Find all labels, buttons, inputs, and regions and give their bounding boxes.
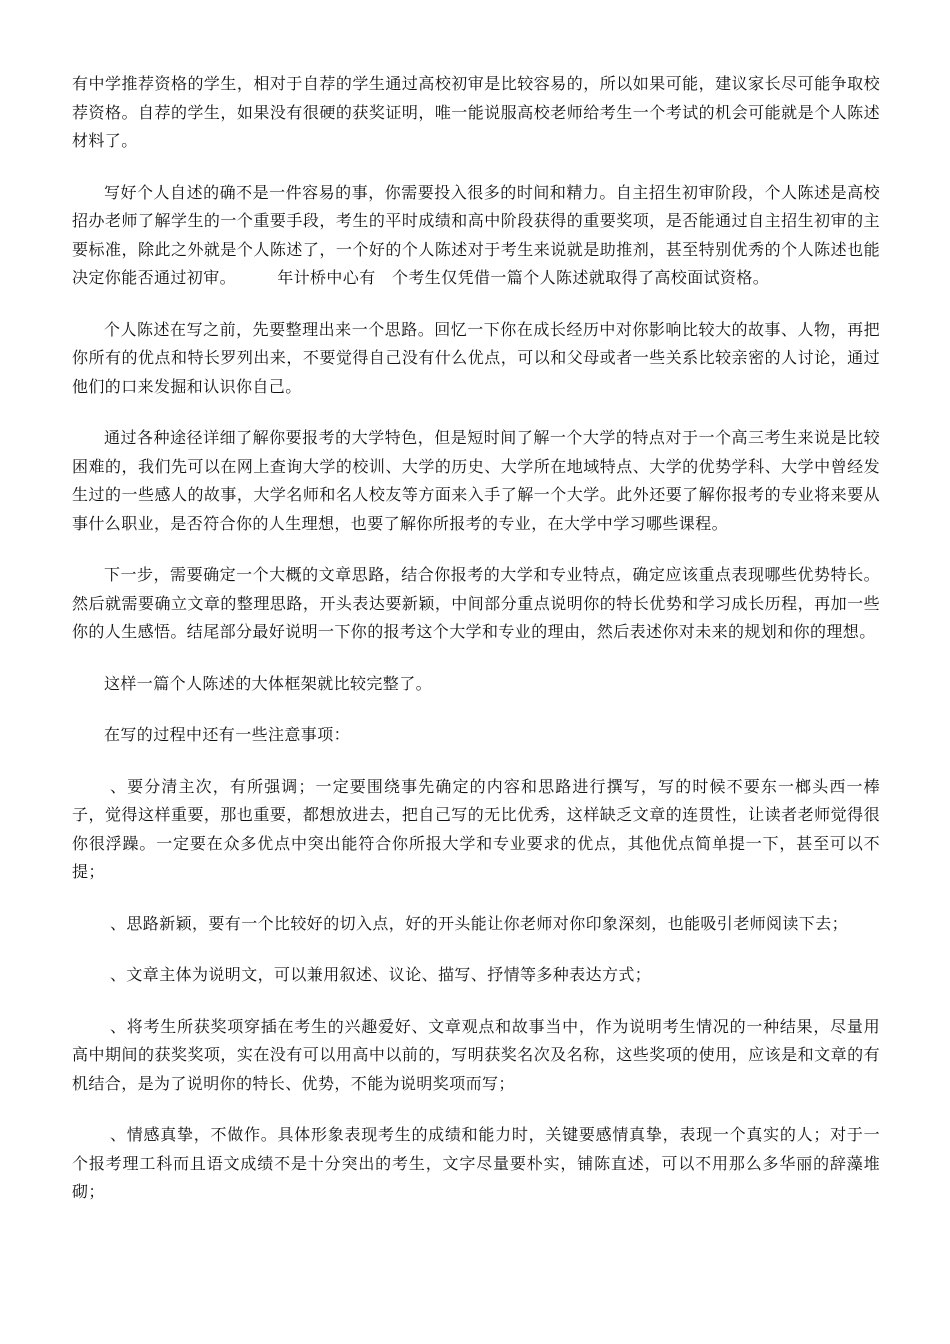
- paragraph-framework-complete: 这样一篇个人陈述的大体框架就比较完整了。: [104, 673, 433, 693]
- list-item-novel-approach: 、思路新颖，要有一个比较好的切入点，好的开头能让你老师对你印象深刻，也能吸引老师阅读下去；: [110, 913, 849, 933]
- list-item-expository-style: 、文章主体为说明文，可以兼用叙述、议论、描写、抒情等多种表达方式；: [110, 965, 652, 984]
- list-item-sincere-emotion: 、情感真挚，不做作。具体形象表现考生的成绩和能力时，关键要感情真挚，表现一个真实的人；对于一个报考理工科而且语文成绩不是十分突出的考生，文字尽量要朴实，铺陈直述，可以不用那么多华丽的辞藻堆砌；: [72, 1125, 880, 1201]
- paragraph-organize-ideas: 个人陈述在写之前，先要整理出来一个思路。回忆一下你在成长经历中对你影响比较大的故事、人物，再把你所有的优点和特长罗列出来，不要觉得自己没有什么优点，可以和父母或者一些关系比较亲密的人讨论，通过他们的口来发掘和认识你自己。: [72, 319, 880, 396]
- paragraph-writing-difficulty: 写好个人自述的确不是一件容易的事，你需要投入很多的时间和精力。自主招生初审阶段，个人陈述是高校招办老师了解学生的一个重要手段，考生的平时成绩和高中阶段获得的重要奖项，是否能通过自主招生初审的主要标准，除此之外就是个人陈述了，一个好的个人陈述对于考生来说就是助推剂，甚至特别优秀的个人陈述也能决定你能否通过初审。 年计桥中心有 个考生仅凭借一篇个人陈述就取得了高校面试资格。: [72, 182, 880, 287]
- paragraph-school-recommendation: 有中学推荐资格的学生，相对于自荐的学生通过高校初审是比较容易的，所以如果可能，建议家长尽可能争取校荐资格。自荐的学生，如果没有很硬的获奖证明，唯一能说服高校老师给考生一个考试的机会可能就是个人陈述材料了。: [72, 74, 880, 150]
- paragraph-next-step: 下一步，需要确定一个大概的文章思路，结合你报考的大学和专业特点，确定应该重点表现哪些优势特长。然后就需要确立文章的整理思路，开头表达要新颖，中间部分重点说明你的特长优势和学习成长历程，再加一些你的人生感悟。结尾部分最好说明一下你的报考这个大学和专业的理由，然后表述你对未来的规划和你的理想。: [72, 565, 880, 641]
- list-item-priorities: 、要分清主次，有所强调；一定要围绕事先确定的内容和思路进行撰写，写的时候不要东一榔头西一棒子，觉得这样重要，那也重要，都想放进去，把自己写的无比优秀，这样缺乏文章的连贯性，让读者老师觉得很你很浮躁。一定要在众多优点中突出能符合你所报大学和专业要求的优点，其他优点简单提一下，甚至可以不提；: [72, 776, 880, 881]
- paragraph-notes-intro: 在写的过程中还有一些注意事项：: [104, 725, 351, 744]
- paragraph-university-research: 通过各种途径详细了解你要报考的大学特色，但是短时间了解一个大学的特点对于一个高三考生来说是比较困难的，我们先可以在网上查询大学的校训、大学的历史、大学所在地域特点、大学的优势学科、大学中曾经发生过的一些感人的故事，大学名师和名人校友等方面来入手了解一个大学。此外还要了解你报考的专业将来要从事什么职业，是否符合你的人生理想，也要了解你所报考的专业，在大学中学习哪些课程。: [72, 428, 880, 533]
- document-body: [72, 70, 880, 1230]
- list-item-awards: 、将考生所获奖项穿插在考生的兴趣爱好、文章观点和故事当中，作为说明考生情况的一种结果，尽量用高中期间的获奖奖项，实在没有可以用高中以前的，写明获奖名次及名称，这些奖项的使用，应该是和文章的有机结合，是为了说明你的特长、优势，不能为说明奖项而写；: [72, 1016, 880, 1093]
